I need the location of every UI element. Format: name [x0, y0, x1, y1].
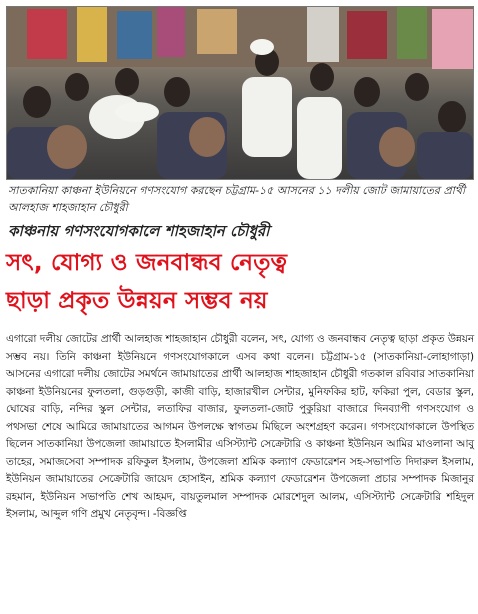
crowd-illustration: [7, 7, 473, 179]
kicker: কাঞ্চনায় গণসংযোগকালে শাহজাহান চৌধুরী: [8, 222, 270, 240]
news-photo: [6, 6, 474, 180]
photo-caption: সাতকানিয়া কাঞ্চনা ইউনিয়নে গণসংযোগ করছেন চট্টগ্রাম-১৫ আসনের ১১ দলীয় জোট জামায়াতের প্রার্থী আলহাজ শাহজাহান চৌধুরী: [8, 184, 466, 214]
headline: [6, 244, 474, 320]
headline-line-1: সৎ, যোগ্য ও জনবান্ধব নেতৃত্ব: [6, 250, 288, 276]
headline-line-2: ছাড়া প্রকৃত উন্নয়ন সম্ভব নয়: [6, 288, 268, 314]
article-body: এগারো দলীয় জোটের প্রার্থী আলহাজ শাহজাহান চৌধুরী বলেন, সৎ, যোগ্য ও জনবান্ধব নেতৃত্ব ছাড়া প্রকৃত উন্নয়ন সম্ভব নয়। তিনি কাঞ্চনা ইউনিয়নে গণসংযোগকালে এসব কথা বলেন। চট্টগ্রাম-১৫ (সাতকানিয়া-লোহাগাড়া) আসনের এগারো দলীয় জোটের সমর্থনে জামায়াতের প্রার্থী আলহাজ শাহজাহান চৌধুরী গতকাল রবিবার সাতকানিয়া কাঞ্চনা ইউনিয়নের ফুলতলা, গুড়গুড়ী, কাজী বাড়ি, হাজারখীল সেন্টার, মুনিফকির হাট, ফকিরা পুল, বেডার স্কুল, ঘোষের বাড়ি, নন্দির স্কুল সেন্টার, লতাফির বাজার, ফুলতলা-জোট পুকুরিয়া বাজারে দিনব্যাপী গণসংযোগ ও পথসভা শেষে আমিরে জামায়াতের আগমন উপলক্ষে স্বাগতম মিছিলে অংশগ্রহণ করেন। গণসংযোগকালে উপস্থিত ছিলেন সাতকানিয়া উপজেলা জামায়াতে ইসলামীর এসিস্ট্যান্ট সেক্রেটারি ও কাঞ্চনা ইউনিয়ন আমির মাওলানা আবু তাহের, সমাজসেবা সম্পাদক রফিকুল ইসলাম, উপজেলা শ্রমিক কল্যাণ ফেডারেশন সহ-সভাপতি দিদারুল ইসলাম, ইউনিয়ন জামায়াতের সেক্রেটারি জায়েদ হোসাইন, শ্রমিক কল্যাণ ফেডারেশন উপজেলা প্রচার সম্পাদক মিজানুর রহমান, ইউনিয়ন সভাপতি শেখ আহমদ, বায়তুলমাল সম্পাদক মোরশেদুল আলম, এসিস্ট্যান্ট সেক্রেটারি শহিদুল ইসলাম, আব্দুল গণি প্রমুখ নেতৃবৃন্দ। -বিজ্ঞপ্তি: [6, 333, 475, 520]
